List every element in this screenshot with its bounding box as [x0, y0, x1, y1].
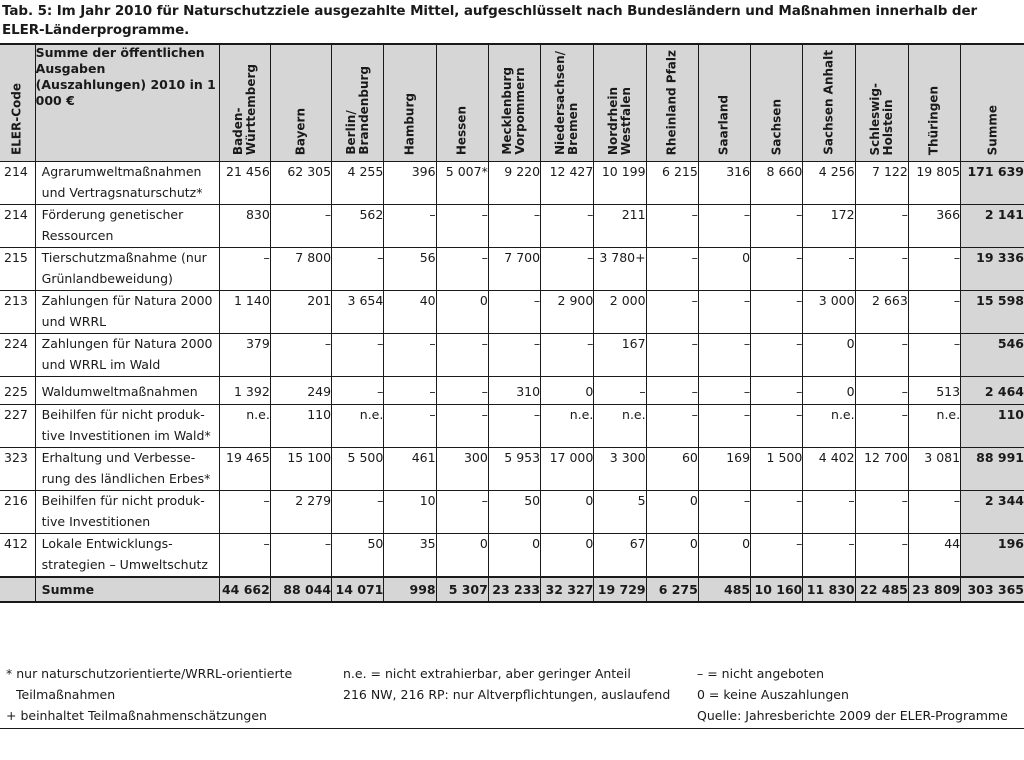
header-state: Rheinland Pfalz: [646, 44, 698, 162]
cell-value: –: [751, 248, 803, 291]
header-state: Baden- Württemberg: [219, 44, 270, 162]
cell-value: 1 140: [219, 291, 270, 334]
cell-value: –: [332, 377, 384, 405]
row-code: 227: [0, 405, 35, 448]
cell-value: 0: [541, 534, 594, 578]
data-table: [0, 43, 1024, 603]
cell-value: 40: [384, 291, 436, 334]
cell-value: n.e.: [594, 405, 646, 448]
cell-value: –: [855, 491, 908, 534]
cell-value: 12 700: [855, 448, 908, 491]
cell-value: –: [908, 334, 960, 377]
cell-value: –: [219, 491, 270, 534]
cell-value: 19 465: [219, 448, 270, 491]
header-state: Hamburg: [384, 44, 436, 162]
cell-value: 0: [541, 491, 594, 534]
cell-value: 44: [908, 534, 960, 578]
cell-value: –: [436, 377, 488, 405]
cell-value: –: [646, 291, 698, 334]
cell-value: 2 663: [855, 291, 908, 334]
cell-value: –: [384, 205, 436, 248]
total-value: 88 044: [270, 577, 331, 602]
footnote: 216 NW, 216 RP: nur Altverpflichtungen, auslaufend: [343, 687, 671, 702]
cell-value: 10 199: [594, 162, 646, 205]
cell-value: –: [436, 334, 488, 377]
row-description: Lokale Entwicklungsstrategien – Umweltschutz: [35, 534, 219, 578]
header-state: Sachsen: [751, 44, 803, 162]
row-sum: 15 598: [961, 291, 1024, 334]
header-state: Berlin/ Brandenburg: [332, 44, 384, 162]
cell-value: n.e.: [219, 405, 270, 448]
cell-value: 35: [384, 534, 436, 578]
cell-value: –: [855, 334, 908, 377]
total-sum: 303 365: [961, 577, 1024, 602]
cell-value: 211: [594, 205, 646, 248]
cell-value: –: [751, 334, 803, 377]
cell-value: –: [908, 248, 960, 291]
cell-value: 830: [219, 205, 270, 248]
cell-value: –: [855, 248, 908, 291]
cell-value: n.e.: [332, 405, 384, 448]
row-code: 214: [0, 162, 35, 205]
cell-value: 0: [541, 377, 594, 405]
total-value: 998: [384, 577, 436, 602]
footnote: Quelle: Jahresberichte 2009 der ELER-Programme: [697, 708, 1008, 723]
cell-value: 0: [436, 534, 488, 578]
row-code: 213: [0, 291, 35, 334]
row-description: Zahlungen für Natura 2000 und WRRL im Wald: [35, 334, 219, 377]
cell-value: 9 220: [488, 162, 540, 205]
cell-value: 461: [384, 448, 436, 491]
table-row: [0, 448, 1024, 491]
cell-value: –: [751, 405, 803, 448]
row-sum: 110: [961, 405, 1024, 448]
total-value: 44 662: [219, 577, 270, 602]
cell-value: –: [698, 334, 750, 377]
cell-value: 50: [332, 534, 384, 578]
cell-value: –: [751, 291, 803, 334]
cell-value: 4 255: [332, 162, 384, 205]
cell-value: –: [855, 405, 908, 448]
header-state: Thüringen: [908, 44, 960, 162]
cell-value: 0: [698, 248, 750, 291]
row-description: Zahlungen für Natura 2000 und WRRL: [35, 291, 219, 334]
table-caption: Tab. 5: Im Jahr 2010 für Naturschutzziele ausgezahlte Mittel, aufgeschlüsselt nach Bundesländern und Maßnahmen innerhalb der ELER-Länderprogramme.: [2, 3, 978, 38]
total-value: 6 275: [646, 577, 698, 602]
cell-value: –: [646, 205, 698, 248]
row-code: 412: [0, 534, 35, 578]
header-state: Bayern: [270, 44, 331, 162]
total-value: 23 233: [488, 577, 540, 602]
cell-value: 7 800: [270, 248, 331, 291]
row-sum: 171 639: [961, 162, 1024, 205]
cell-value: n.e.: [908, 405, 960, 448]
cell-value: 3 654: [332, 291, 384, 334]
cell-value: –: [646, 334, 698, 377]
table-row: [0, 162, 1024, 205]
cell-value: –: [751, 534, 803, 578]
table-row: [0, 405, 1024, 448]
header-state: Sachsen Anhalt: [803, 44, 855, 162]
cell-value: 167: [594, 334, 646, 377]
cell-value: 60: [646, 448, 698, 491]
row-code: 216: [0, 491, 35, 534]
cell-value: 7 700: [488, 248, 540, 291]
row-sum: 2 344: [961, 491, 1024, 534]
cell-value: –: [436, 491, 488, 534]
cell-value: 50: [488, 491, 540, 534]
cell-value: –: [384, 405, 436, 448]
cell-value: 316: [698, 162, 750, 205]
cell-value: 8 660: [751, 162, 803, 205]
row-description: Erhaltung und Verbesserung des ländlichen Erbes*: [35, 448, 219, 491]
cell-value: –: [488, 405, 540, 448]
cell-value: –: [751, 205, 803, 248]
footnote: Teilmaßnahmen: [16, 687, 116, 702]
table-row: [0, 534, 1024, 578]
cell-value: 2 900: [541, 291, 594, 334]
header-state: Schleswig- Holstein: [855, 44, 908, 162]
cell-value: –: [698, 205, 750, 248]
table-row: [0, 248, 1024, 291]
cell-value: –: [270, 205, 331, 248]
cell-value: 5 953: [488, 448, 540, 491]
footnote: – = nicht angeboten: [697, 666, 825, 681]
cell-value: –: [646, 405, 698, 448]
total-code: [0, 577, 35, 602]
footnotes-left: [6, 663, 292, 726]
cell-value: 3 780+: [594, 248, 646, 291]
row-code: 225: [0, 377, 35, 405]
cell-value: –: [332, 334, 384, 377]
total-value: 10 160: [751, 577, 803, 602]
cell-value: –: [332, 248, 384, 291]
cell-value: 1 392: [219, 377, 270, 405]
cell-value: 201: [270, 291, 331, 334]
row-code: 215: [0, 248, 35, 291]
cell-value: 0: [698, 534, 750, 578]
total-value: 485: [698, 577, 750, 602]
table-row: [0, 377, 1024, 405]
cell-value: –: [219, 534, 270, 578]
header-state: Hessen: [436, 44, 488, 162]
cell-value: –: [436, 205, 488, 248]
footnotes-middle: [343, 663, 670, 705]
cell-value: 3 081: [908, 448, 960, 491]
row-description: Förderung genetischer Ressourcen: [35, 205, 219, 248]
cell-value: –: [436, 248, 488, 291]
cell-value: 56: [384, 248, 436, 291]
row-description: Beihilfen für nicht produktive Investitionen im Wald*: [35, 405, 219, 448]
cell-value: –: [384, 334, 436, 377]
cell-value: 513: [908, 377, 960, 405]
cell-value: 67: [594, 534, 646, 578]
cell-value: 562: [332, 205, 384, 248]
cell-value: 5: [594, 491, 646, 534]
cell-value: 0: [803, 377, 855, 405]
cell-value: 5 500: [332, 448, 384, 491]
footnote: * nur naturschutzorientierte/WRRL-orientierte: [6, 666, 293, 681]
cell-value: 4 256: [803, 162, 855, 205]
cell-value: –: [219, 248, 270, 291]
cell-value: 21 456: [219, 162, 270, 205]
cell-value: 0: [488, 534, 540, 578]
cell-value: 10: [384, 491, 436, 534]
cell-value: –: [332, 491, 384, 534]
cell-value: 169: [698, 448, 750, 491]
total-value: 14 071: [332, 577, 384, 602]
cell-value: 62 305: [270, 162, 331, 205]
header-state: Saarland: [698, 44, 750, 162]
cell-value: 396: [384, 162, 436, 205]
cell-value: 0: [646, 534, 698, 578]
cell-value: 379: [219, 334, 270, 377]
cell-value: –: [803, 491, 855, 534]
total-label: Summe: [35, 577, 219, 602]
header-state: Niedersachsen/ Bremen: [541, 44, 594, 162]
cell-value: –: [488, 205, 540, 248]
total-value: 22 485: [855, 577, 908, 602]
header-state: Mecklenburg Vorpommern: [488, 44, 540, 162]
footnote: 0 = keine Auszahlungen: [697, 687, 849, 702]
header-state: Nordrhein Westfalen: [594, 44, 646, 162]
cell-value: –: [855, 205, 908, 248]
cell-value: 1 500: [751, 448, 803, 491]
cell-value: –: [488, 291, 540, 334]
cell-value: –: [698, 291, 750, 334]
row-description: Waldumweltmaßnahmen: [35, 377, 219, 405]
table-row: [0, 334, 1024, 377]
header-code: ELER-Code: [0, 44, 35, 162]
cell-value: –: [803, 534, 855, 578]
row-sum: 88 991: [961, 448, 1024, 491]
cell-value: –: [541, 334, 594, 377]
cell-value: 172: [803, 205, 855, 248]
cell-value: 3 300: [594, 448, 646, 491]
cell-value: 5 007*: [436, 162, 488, 205]
cell-value: n.e.: [541, 405, 594, 448]
footnote: + beinhaltet Teilmaßnahmenschätzungen: [6, 708, 267, 723]
cell-value: 0: [646, 491, 698, 534]
total-value: 11 830: [803, 577, 855, 602]
cell-value: 110: [270, 405, 331, 448]
cell-value: 366: [908, 205, 960, 248]
row-description: Agrarumweltmaßnahmen und Vertragsnaturschutz*: [35, 162, 219, 205]
total-value: 32 327: [541, 577, 594, 602]
cell-value: 6 215: [646, 162, 698, 205]
cell-value: 300: [436, 448, 488, 491]
cell-value: –: [698, 491, 750, 534]
cell-value: –: [384, 377, 436, 405]
row-sum: 196: [961, 534, 1024, 578]
cell-value: 310: [488, 377, 540, 405]
cell-value: –: [541, 205, 594, 248]
table-row: [0, 491, 1024, 534]
cell-value: –: [436, 405, 488, 448]
cell-value: –: [270, 334, 331, 377]
cell-value: 15 100: [270, 448, 331, 491]
cell-value: 19 805: [908, 162, 960, 205]
header-description: Summe der öffentlichen Ausgaben (Auszahlungen) 2010 in 1 000 €: [35, 44, 219, 162]
cell-value: –: [698, 405, 750, 448]
cell-value: –: [855, 534, 908, 578]
cell-value: 4 402: [803, 448, 855, 491]
bottom-rule: [0, 728, 1024, 729]
cell-value: –: [908, 291, 960, 334]
table-row: [0, 205, 1024, 248]
row-code: 224: [0, 334, 35, 377]
cell-value: 3 000: [803, 291, 855, 334]
cell-value: n.e.: [803, 405, 855, 448]
row-description: Tierschutzmaßnahme (nur Grünlandbeweidung): [35, 248, 219, 291]
cell-value: –: [646, 248, 698, 291]
row-sum: 2 464: [961, 377, 1024, 405]
table-row: [0, 291, 1024, 334]
row-code: 214: [0, 205, 35, 248]
cell-value: –: [646, 377, 698, 405]
row-description: Beihilfen für nicht produktive Investitionen: [35, 491, 219, 534]
cell-value: 0: [436, 291, 488, 334]
cell-value: –: [908, 491, 960, 534]
cell-value: –: [698, 377, 750, 405]
row-code: 323: [0, 448, 35, 491]
cell-value: –: [488, 334, 540, 377]
footnotes-right: [697, 663, 1008, 726]
cell-value: –: [541, 248, 594, 291]
cell-value: 2 279: [270, 491, 331, 534]
cell-value: –: [751, 491, 803, 534]
cell-value: 0: [803, 334, 855, 377]
row-sum: 19 336: [961, 248, 1024, 291]
header-sum: Summe: [961, 44, 1024, 162]
footnote: n.e. = nicht extrahierbar, aber geringer Anteil: [343, 666, 631, 681]
cell-value: –: [594, 377, 646, 405]
total-row: [0, 577, 1024, 602]
row-sum: 546: [961, 334, 1024, 377]
cell-value: 12 427: [541, 162, 594, 205]
total-value: 19 729: [594, 577, 646, 602]
row-sum: 2 141: [961, 205, 1024, 248]
total-value: 5 307: [436, 577, 488, 602]
cell-value: –: [751, 377, 803, 405]
cell-value: –: [803, 248, 855, 291]
cell-value: 17 000: [541, 448, 594, 491]
cell-value: 249: [270, 377, 331, 405]
cell-value: 2 000: [594, 291, 646, 334]
total-value: 23 809: [908, 577, 960, 602]
cell-value: 7 122: [855, 162, 908, 205]
cell-value: –: [270, 534, 331, 578]
cell-value: –: [855, 377, 908, 405]
